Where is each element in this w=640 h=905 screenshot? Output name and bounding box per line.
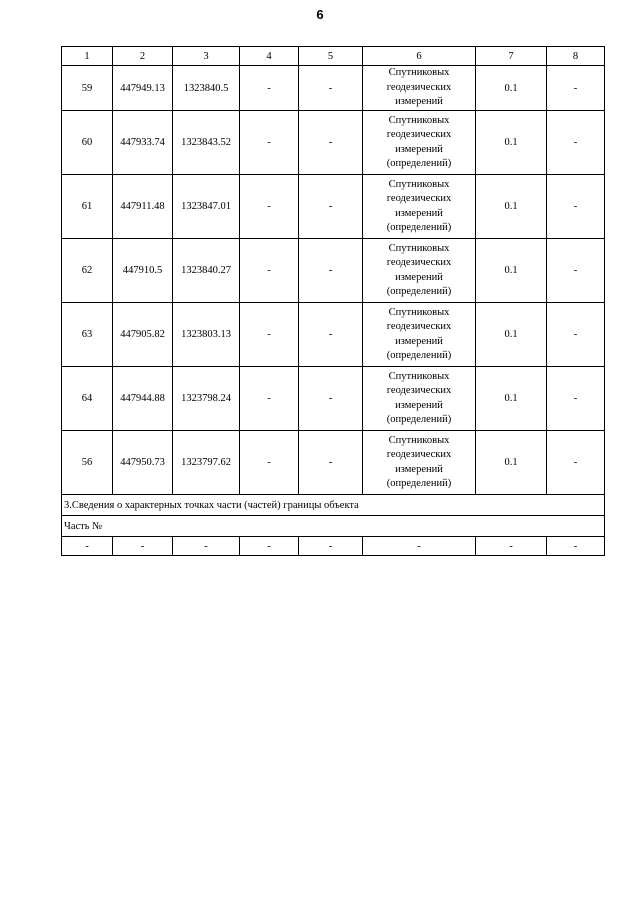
table-cell: -	[240, 111, 299, 175]
table-cell: -	[240, 175, 299, 239]
table-cell: -	[299, 367, 363, 431]
column-header: 6	[363, 47, 476, 66]
y-coordinate-cell: 1323797.62	[173, 431, 240, 495]
point-number-cell: 59	[62, 66, 113, 111]
y-coordinate-cell: 1323847.01	[173, 175, 240, 239]
method-cell: Спутниковых геодезических измерений (определений)	[363, 239, 476, 303]
section-title-row	[62, 495, 605, 516]
table-cell: -	[547, 537, 605, 556]
table-cell: -	[299, 66, 363, 111]
accuracy-cell: 0.1	[476, 175, 547, 239]
table-row	[62, 239, 605, 303]
y-coordinate-cell: 1323843.52	[173, 111, 240, 175]
section-title: 3.Сведения о характерных точках части (частей) границы объекта	[62, 495, 605, 516]
part-label: Часть №	[62, 516, 605, 537]
column-header: 4	[240, 47, 299, 66]
x-coordinate-cell: 447905.82	[113, 303, 173, 367]
table-cell: -	[299, 431, 363, 495]
column-header: 5	[299, 47, 363, 66]
point-number-cell: 61	[62, 175, 113, 239]
point-number-cell: 60	[62, 111, 113, 175]
x-coordinate-cell: 447910.5	[113, 239, 173, 303]
accuracy-cell: 0.1	[476, 303, 547, 367]
table-cell: -	[547, 111, 605, 175]
table-cell: -	[476, 537, 547, 556]
point-number-cell: 63	[62, 303, 113, 367]
table-cell: -	[299, 537, 363, 556]
table-cell: -	[240, 367, 299, 431]
accuracy-cell: 0.1	[476, 239, 547, 303]
table-cell: -	[547, 367, 605, 431]
column-header: 2	[113, 47, 173, 66]
point-number-cell: 62	[62, 239, 113, 303]
table-cell: -	[113, 537, 173, 556]
table-cell: -	[299, 239, 363, 303]
x-coordinate-cell: 447949.13	[113, 66, 173, 111]
x-coordinate-cell: 447911.48	[113, 175, 173, 239]
table-cell: -	[547, 431, 605, 495]
method-cell: Спутниковых геодезических измерений (определений)	[363, 367, 476, 431]
method-cell: Спутниковых геодезических измерений (определений)	[363, 111, 476, 175]
table-row	[62, 537, 605, 556]
part-label-row	[62, 516, 605, 537]
column-header: 7	[476, 47, 547, 66]
table-row	[62, 111, 605, 175]
accuracy-cell: 0.1	[476, 66, 547, 111]
method-cell: Спутниковых геодезических измерений (определений)	[363, 303, 476, 367]
x-coordinate-cell: 447933.74	[113, 111, 173, 175]
y-coordinate-cell: 1323840.27	[173, 239, 240, 303]
accuracy-cell: 0.1	[476, 367, 547, 431]
table-row	[62, 175, 605, 239]
table-cell: -	[547, 175, 605, 239]
table-cell: -	[299, 175, 363, 239]
accuracy-cell: 0.1	[476, 431, 547, 495]
column-header: 3	[173, 47, 240, 66]
table-cell: -	[62, 537, 113, 556]
table-row	[62, 66, 605, 111]
table-row	[62, 303, 605, 367]
table-cell: -	[299, 303, 363, 367]
y-coordinate-cell: 1323803.13	[173, 303, 240, 367]
accuracy-cell: 0.1	[476, 111, 547, 175]
table-row	[62, 431, 605, 495]
table-cell: -	[299, 111, 363, 175]
table-cell: -	[547, 66, 605, 111]
table-header-row	[62, 47, 605, 66]
y-coordinate-cell: 1323840.5	[173, 66, 240, 111]
table-cell: -	[240, 537, 299, 556]
coordinates-table	[61, 46, 605, 556]
y-coordinate-cell: 1323798.24	[173, 367, 240, 431]
table-cell: -	[363, 537, 476, 556]
x-coordinate-cell: 447944.88	[113, 367, 173, 431]
page-number: 6	[316, 7, 324, 22]
point-number-cell: 64	[62, 367, 113, 431]
point-number-cell: 56	[62, 431, 113, 495]
table-row	[62, 367, 605, 431]
table-cell: -	[547, 239, 605, 303]
table-cell: -	[240, 431, 299, 495]
column-header: 8	[547, 47, 605, 66]
method-cell: Спутниковых геодезических измерений (определений)	[363, 175, 476, 239]
table-cell: -	[240, 239, 299, 303]
table-cell: -	[240, 303, 299, 367]
x-coordinate-cell: 447950.73	[113, 431, 173, 495]
method-cell: Спутниковых геодезических измерений	[363, 66, 476, 111]
table-cell: -	[173, 537, 240, 556]
method-cell: Спутниковых геодезических измерений (определений)	[363, 431, 476, 495]
table-cell: -	[547, 303, 605, 367]
table-cell: -	[240, 66, 299, 111]
column-header: 1	[62, 47, 113, 66]
